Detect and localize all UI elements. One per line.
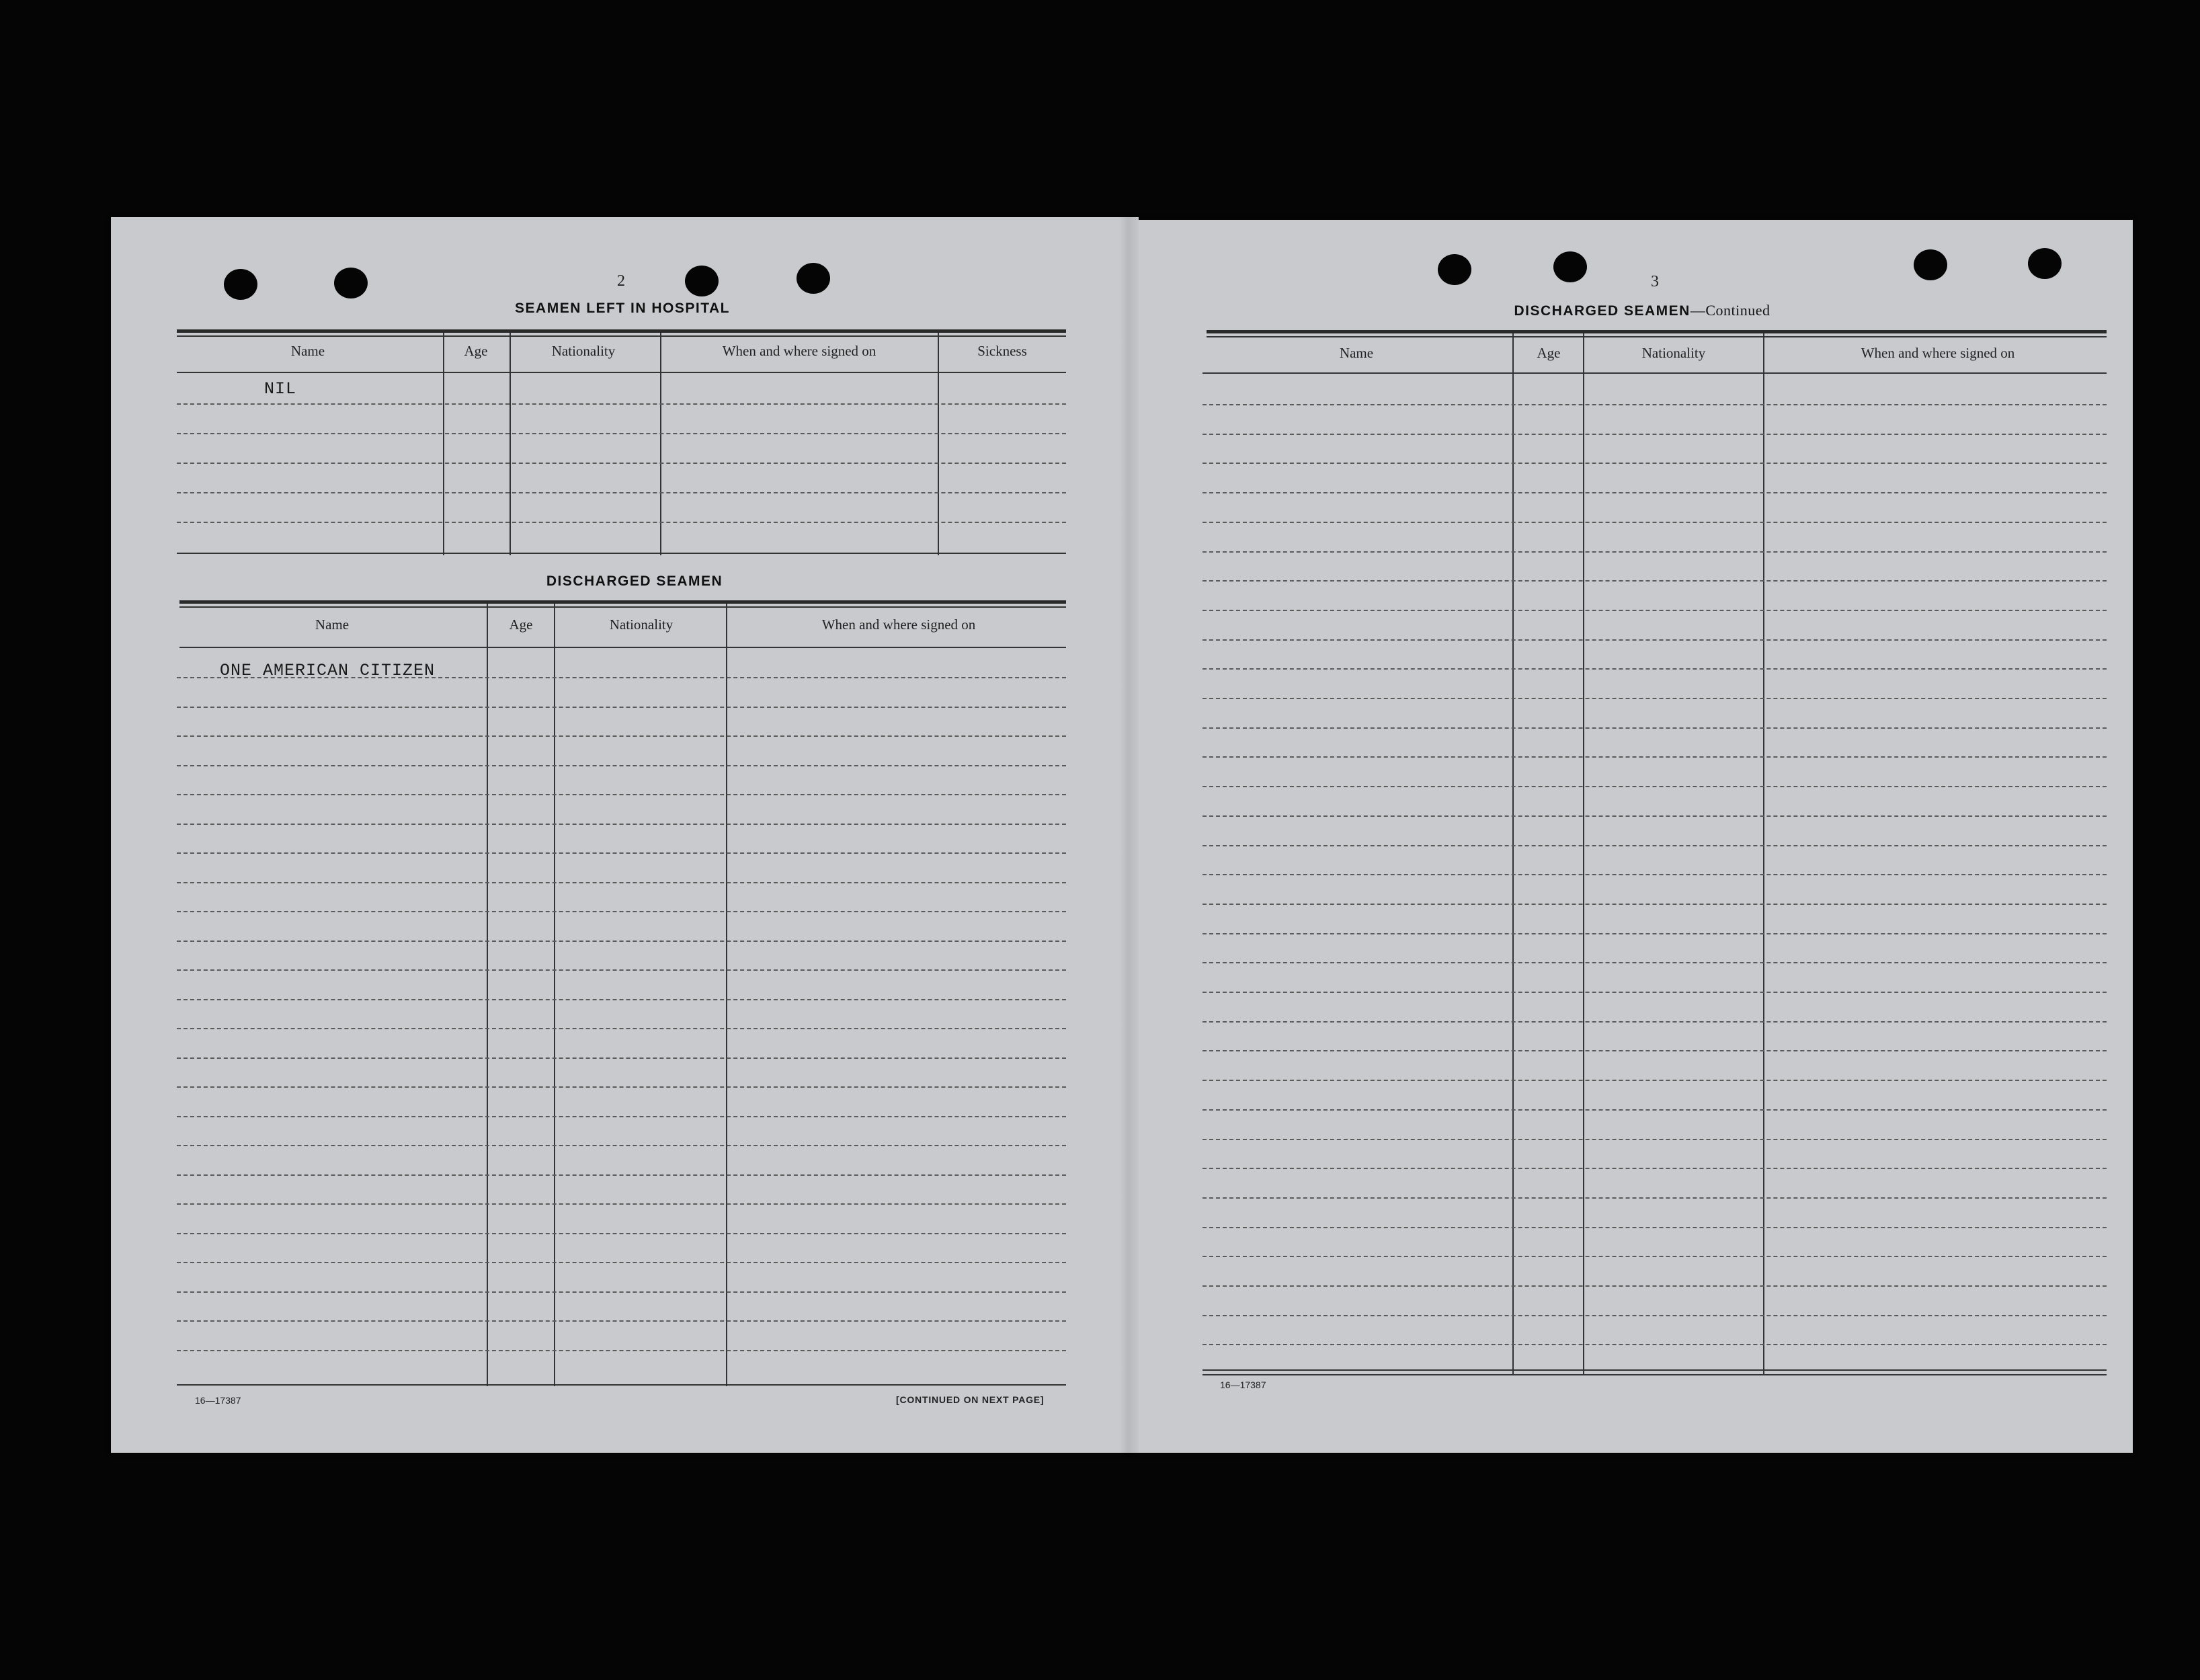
ruled-line (1203, 904, 2107, 905)
ruled-line (177, 463, 1066, 464)
ruled-line (177, 1116, 1066, 1117)
ruled-line (177, 1203, 1066, 1205)
ruled-line (177, 794, 1066, 795)
ruled-line (177, 1262, 1066, 1263)
ruled-line (1203, 1080, 2107, 1081)
ruled-line (177, 522, 1066, 523)
punch-hole (334, 268, 368, 298)
hospital-header-rule (177, 372, 1066, 373)
column-header-signed-on: When and where signed on (821, 616, 976, 633)
column-header-nationality: Nationality (1641, 345, 1706, 361)
discharged-continued-title (1514, 302, 1770, 319)
discharged-entry-name: ONE AMERICAN CITIZEN (220, 661, 436, 680)
column-header-nationality: Nationality (609, 616, 674, 633)
ruled-line (1203, 1139, 2107, 1140)
ruled-line (1203, 1227, 2107, 1228)
discharged-continued-title-text: DISCHARGED SEAMEN (1514, 303, 1690, 319)
ruled-line (1203, 551, 2107, 553)
ruled-line (177, 1145, 1066, 1146)
ruled-line (1203, 404, 2107, 405)
ruled-line (177, 941, 1066, 942)
ruled-line (177, 765, 1066, 766)
ruled-line (177, 1174, 1066, 1176)
form-number: 16—17387 (195, 1395, 241, 1406)
column-header-name: Name (290, 343, 325, 359)
continued-header-rule (1203, 372, 2107, 374)
ruled-line (1203, 1050, 2107, 1051)
column-header-age: Age (464, 343, 488, 359)
ruled-line (1203, 874, 2107, 875)
ruled-line (1203, 992, 2107, 993)
ruled-line (177, 1057, 1066, 1059)
punch-hole (1553, 251, 1587, 282)
ruled-line (1203, 756, 2107, 758)
ruled-line (177, 852, 1066, 854)
ruled-line (1203, 815, 2107, 817)
ruled-line (1203, 727, 2107, 729)
ruled-line (1203, 610, 2107, 611)
ruled-line (1203, 786, 2107, 787)
ruled-line (1203, 522, 2107, 523)
page-gutter (1120, 217, 1139, 1453)
continued-note: [CONTINUED ON NEXT PAGE] (896, 1394, 1045, 1405)
column-header-nationality: Nationality (551, 343, 616, 359)
discharged-header-rule (179, 647, 1066, 648)
punch-hole (797, 263, 830, 294)
column-header-signed-on: When and where signed on (1861, 345, 2015, 361)
ruled-line (1203, 1197, 2107, 1199)
ruled-line (177, 1086, 1066, 1088)
ruled-line (177, 433, 1066, 434)
ruled-line (177, 492, 1066, 493)
column-header-name: Name (315, 616, 350, 633)
ruled-line (1203, 668, 2107, 670)
ruled-line (177, 735, 1066, 737)
ruled-line (177, 882, 1066, 883)
hospital-bottom-rule (177, 553, 1066, 554)
ruled-line (177, 969, 1066, 971)
left-page (111, 217, 1129, 1453)
punch-hole (2028, 248, 2062, 279)
ruled-line (177, 911, 1066, 912)
ruled-line (177, 1350, 1066, 1351)
ruled-line (1203, 434, 2107, 435)
ruled-line (177, 1320, 1066, 1322)
column-header-sickness: Sickness (977, 343, 1027, 359)
ruled-line (1203, 492, 2107, 493)
ruled-line (177, 999, 1066, 1000)
ruled-line (177, 707, 1066, 708)
ruled-line (177, 403, 1066, 405)
ruled-line (1203, 845, 2107, 846)
discharged-top-rule (179, 600, 1066, 604)
ruled-line (1203, 1256, 2107, 1257)
ruled-line (177, 1028, 1066, 1029)
ruled-line (1203, 1168, 2107, 1169)
punch-hole (1914, 249, 1947, 280)
hospital-entry-name: NIL (264, 379, 297, 399)
discharged-section-title: DISCHARGED SEAMEN (546, 573, 723, 589)
punch-hole (1438, 254, 1471, 285)
ruled-line (177, 1233, 1066, 1234)
ruled-line (1203, 639, 2107, 641)
column-header-name: Name (1339, 345, 1374, 361)
ruled-line (1203, 1109, 2107, 1111)
continued-bottom-rule (1203, 1369, 2107, 1371)
column-header-age: Age (509, 616, 533, 633)
punch-hole (685, 266, 719, 296)
form-number: 16—17387 (1220, 1379, 1266, 1390)
ruled-line (1203, 933, 2107, 934)
ruled-line (177, 824, 1066, 825)
hospital-section-title: SEAMEN LEFT IN HOSPITAL (515, 301, 730, 316)
page-number: 2 (617, 272, 625, 290)
punch-hole (224, 269, 257, 300)
ruled-line (1203, 463, 2107, 464)
column-header-signed-on: When and where signed on (722, 343, 877, 359)
ruled-line (1203, 1285, 2107, 1287)
hospital-top-rule (177, 329, 1066, 333)
continued-suffix: —Continued (1690, 302, 1770, 319)
continued-top-rule (1207, 330, 2107, 333)
column-header-age: Age (1537, 345, 1561, 361)
ruled-line (1203, 1344, 2107, 1345)
ruled-line (1203, 962, 2107, 963)
ruled-line (1203, 1021, 2107, 1023)
discharged-bottom-rule (177, 1384, 1066, 1386)
ruled-line (1203, 1315, 2107, 1316)
ruled-line (1203, 580, 2107, 582)
ruled-line (177, 1291, 1066, 1293)
ruled-line (1203, 698, 2107, 699)
page-number: 3 (1651, 273, 1659, 290)
